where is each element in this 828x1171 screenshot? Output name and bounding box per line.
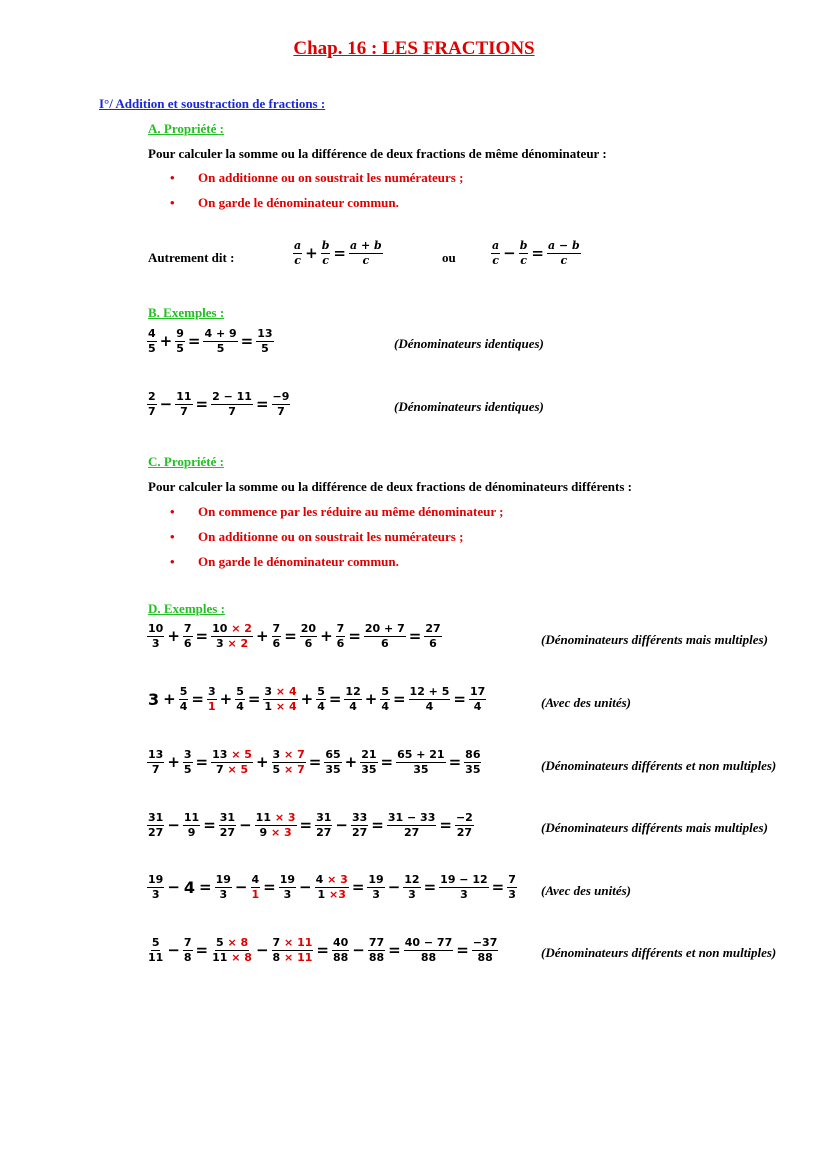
example-d-6-note: (Dénominateurs différents et non multiples)	[541, 945, 777, 960]
example-d-4: 31 27 − $\frac{11}{9}$ = $\frac{31}{27}$ − $\frac{11 \times 3}{9 \times 3}$ = $\frac{31}{27}$ − $\frac{33}{27}$ = $\frac{31 - 33}{27}$ = $\frac{-2}{27}$	[148, 811, 473, 839]
example-d-4-note: (Dénominateurs différents mais multiples)	[541, 820, 768, 835]
prop-c-intro: Pour calculer la somme ou la différence de deux fractions de dénominateurs différents :	[148, 479, 632, 494]
ex-d-heading: D. Exemples :	[148, 601, 225, 616]
example-d-6: 5 11 − $\frac{7}{8}$ = $\frac{5 \times 8}{11 \times 8}$ − $\frac{7 \times 11}{8 \times 11}$ = $\frac{40}{88}$ − $\frac{77}{88}$ = $\frac{40 - 77}{88}$ = $\frac{-37}{88}$	[148, 936, 498, 964]
example-b-2-note: (Dénominateurs identiques)	[394, 399, 544, 414]
formula-sum: a c + $\frac{b}{c}$ = $\frac{a + b}{c}$	[294, 239, 382, 267]
example-b-1: 4 5 + $\frac{9}{5}$ = $\frac{4 + 9}{5}$ = $\frac{13}{5}$	[148, 327, 273, 355]
section-title: I°/ Addition et soustraction de fractions :	[99, 96, 326, 111]
prop-c-bullet-1: • On commence par les réduire au même dénominateur ;	[170, 504, 504, 519]
example-d-2-note: (Avec des unités)	[541, 695, 632, 710]
autrement-dit-label: Autrement dit :	[148, 250, 235, 265]
prop-a-bullet-1: • On additionne ou on soustrait les numérateurs ;	[170, 170, 464, 185]
page-title: Chap. 16 : LES FRACTIONS	[293, 38, 535, 59]
ex-b-heading: B. Exemples :	[148, 305, 225, 320]
formula-difference: a c − $\frac{b}{c}$ = $\frac{a - b}{c}$	[492, 239, 580, 267]
prop-c-heading: C. Propriété :	[148, 454, 224, 469]
example-d-5: 19 3 − 4 = $\frac{19}{3}$ − $\frac{4}{1}$ = $\frac{19}{3}$ − $\frac{4 \times 3}{1 \times 3}$ = $\frac{19}{3}$ − $\frac{12}{3}$ = $\frac{19 - 12}{3}$ = $\frac{7}{3}$	[148, 873, 516, 901]
prop-a-bullet-2: • On garde le dénominateur commun.	[170, 195, 399, 210]
example-b-1-note: (Dénominateurs identiques)	[394, 336, 544, 351]
ou-label: ou	[442, 250, 456, 265]
example-d-3: 13 7 + $\frac{3}{5}$ = $\frac{13 \times 5}{7 \times 5}$ + $\frac{3 \times 7}{5 \times 7}$ = $\frac{65}{35}$ + $\frac{21}{35}$ = $\frac{65 + 21}{35}$ = $\frac{86}{35}$	[148, 748, 481, 776]
example-d-3-note: (Dénominateurs différents et non multiples)	[541, 758, 777, 773]
example-d-2: 3 + $\frac{5}{4}$ = $\frac{3}{1}$ + $\frac{5}{4}$ = $\frac{3 \times 4}{1 \times 4}$ + $\frac{5}{4}$ = $\frac{12}{4}$ + $\frac{5}{4}$ = $\frac{12 + 5}{4}$ = $\frac{17}{4}$	[148, 685, 486, 713]
example-b-2: 2 7 − $\frac{11}{7}$ = $\frac{2 - 11}{7}$ = $\frac{-9}{7}$	[148, 390, 290, 418]
example-d-1: 10 3 + $\frac{7}{6}$ = $\frac{10 \times 2}{3 \times 2}$ + $\frac{7}{6}$ = $\frac{20}{6}$ + $\frac{7}{6}$ = $\frac{20 + 7}{6}$ = $\frac{27}{6}$	[148, 622, 441, 650]
prop-a-heading: A. Propriété :	[148, 121, 224, 136]
example-d-1-note: (Dénominateurs différents mais multiples)	[541, 632, 768, 647]
prop-a-intro: Pour calculer la somme ou la différence de deux fractions de même dénominateur :	[148, 146, 607, 161]
example-d-5-note: (Avec des unités)	[541, 883, 632, 898]
prop-c-bullet-3: • On garde le dénominateur commun.	[170, 554, 399, 569]
prop-c-bullet-2: • On additionne ou on soustrait les numérateurs ;	[170, 529, 464, 544]
